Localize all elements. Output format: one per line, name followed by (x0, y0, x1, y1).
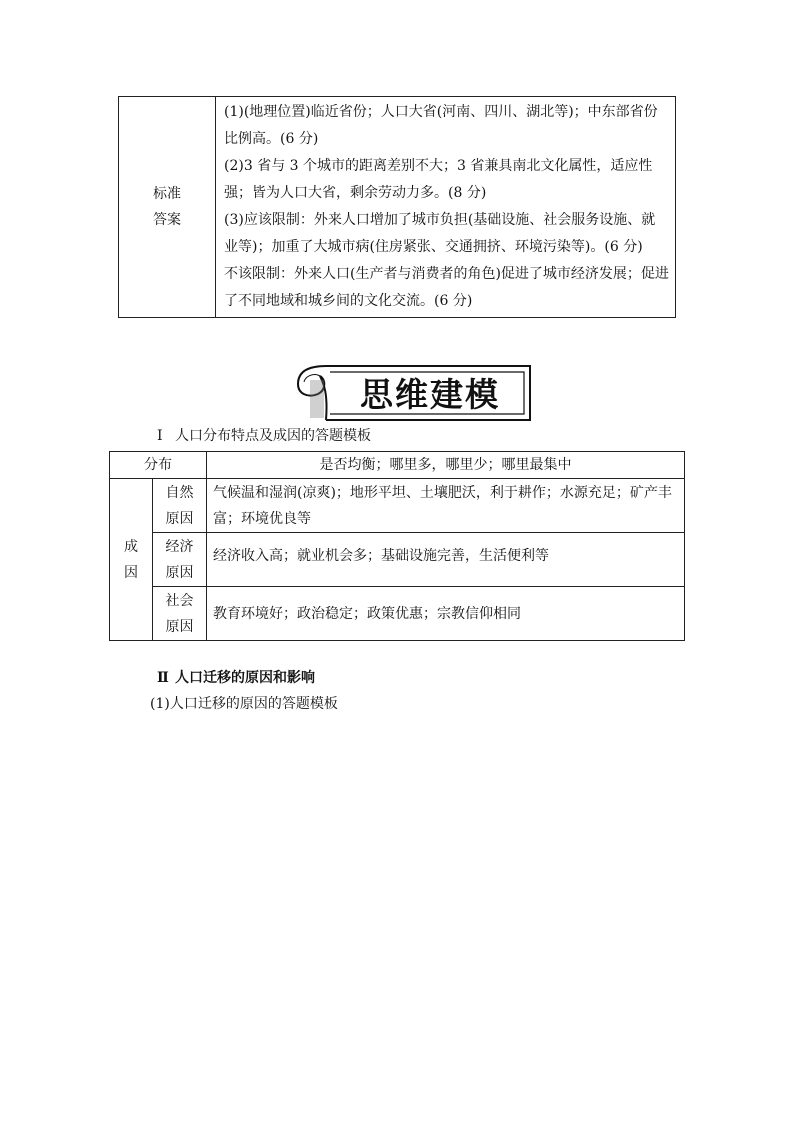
section1-number: Ⅰ (157, 428, 163, 444)
group-label-line1: 成 (124, 538, 138, 555)
section2-sub1: (1)人口迁移的原因的答题模板 (150, 696, 338, 712)
answer-line-4: 不该限制：外来人口(生产者与消费者的角色)促进了城市经济发展；促进了不同地域和城乡间的文化交流。(6 分) (224, 266, 669, 309)
section2-title: 人口迁移的原因和影响 (175, 670, 315, 686)
section-banner (296, 364, 532, 422)
row-value: 教育环境好；政治稳定；政策优惠；宗教信仰相同 (213, 605, 521, 622)
section2-heading (157, 668, 315, 688)
row-label-cell (153, 587, 207, 641)
section2-number: Ⅱ (157, 670, 169, 686)
section1-heading (157, 426, 371, 446)
answer-table (118, 96, 676, 318)
table-row (110, 479, 685, 533)
row-value-cell (207, 479, 685, 533)
answer-line-2: (2)3 省与 3 个城市的距离差别不大；3 省兼具南北文化属性，适应性强；皆为人口大省，剩余劳动力多。(8 分) (224, 158, 653, 201)
group-label-cell (110, 479, 153, 641)
row-value: 经济收入高；就业机会多；基础设施完善，生活便利等 (213, 548, 549, 564)
header-value-cell (207, 452, 685, 479)
header-label: 分布 (144, 457, 172, 473)
row-label-line2: 原因 (165, 618, 194, 635)
answer-label-line1: 标准 (153, 186, 181, 202)
banner-title: 思维建模 (360, 374, 500, 414)
answer-label-line2: 答案 (153, 212, 181, 228)
row-label-line2: 原因 (165, 510, 194, 527)
answer-content-cell (216, 97, 676, 318)
row-label-line1: 经济 (165, 538, 194, 555)
table-row (110, 533, 685, 587)
row-label-line2: 原因 (165, 564, 194, 581)
answer-line-3: (3)应该限制：外来人口增加了城市负担(基础设施、社会服务设施、就业等)；加重了大城市病(住房紧张、交通拥挤、环境污染等)。(6 分) (224, 212, 656, 255)
row-label-line1: 社会 (165, 592, 194, 609)
table-row (110, 587, 685, 641)
group-label-line2: 因 (124, 564, 138, 581)
answer-label-cell (119, 97, 216, 318)
row-value-cell (207, 533, 685, 587)
header-value: 是否均衡；哪里多，哪里少；哪里最集中 (319, 457, 572, 473)
row-value-cell (207, 587, 685, 641)
row-label-line1: 自然 (165, 484, 194, 501)
header-label-cell (110, 452, 207, 479)
row-label-cell (153, 479, 207, 533)
section1-title: 人口分布特点及成因的答题模板 (175, 428, 371, 444)
template-table (109, 451, 685, 641)
row-label-cell (153, 533, 207, 587)
row-value: 气候温和湿润(凉爽)；地形平坦、土壤肥沃，利于耕作；水源充足；矿产丰富；环境优良等 (213, 485, 672, 527)
answer-line-1: (1)(地理位置)临近省份；人口大省(河南、四川、湖北等)；中东部省份比例高。(6 分) (224, 104, 658, 147)
